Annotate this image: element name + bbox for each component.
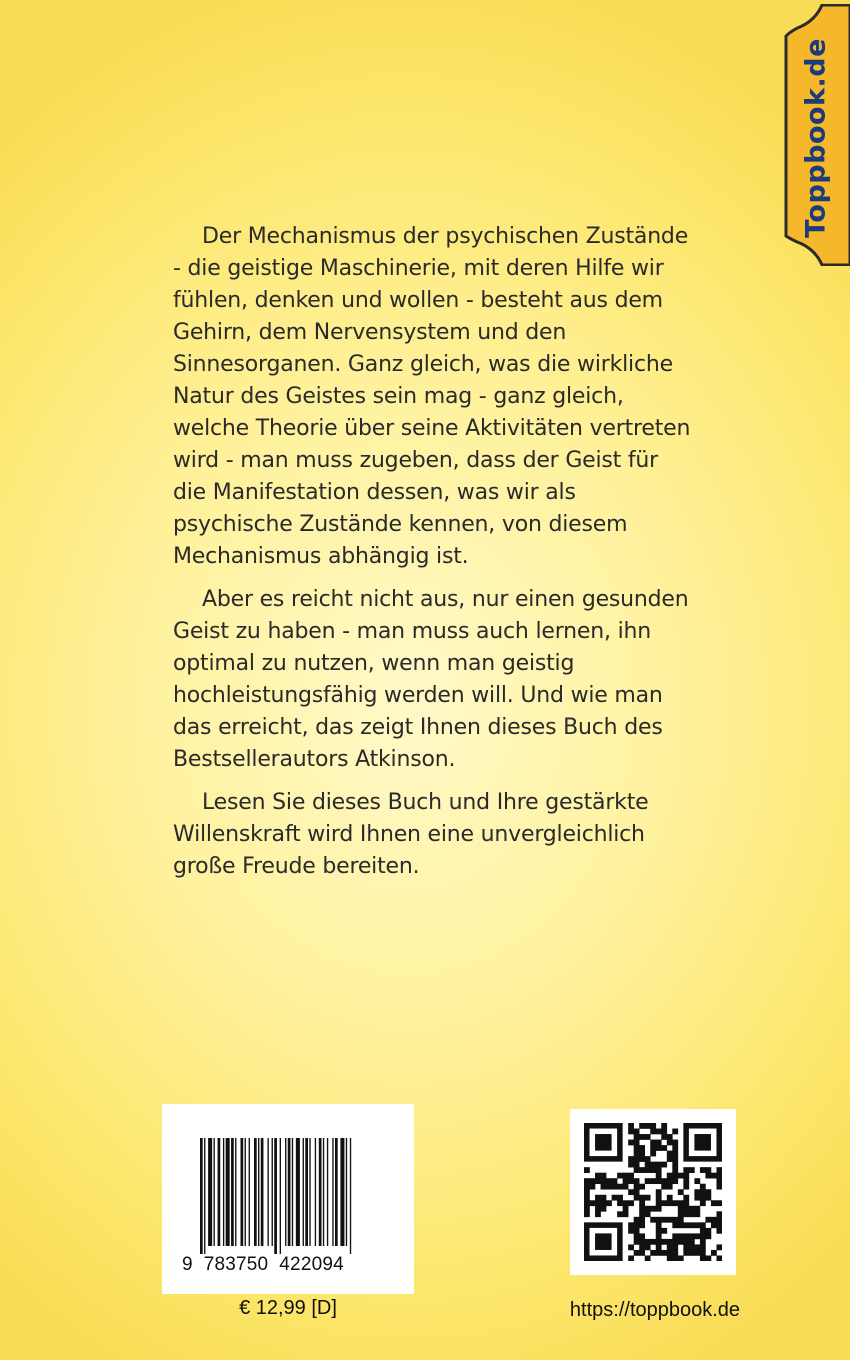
qr-code-box: [570, 1109, 736, 1275]
publisher-tab: [782, 4, 850, 266]
website-url[interactable]: https://toppbook.de: [569, 1299, 741, 1321]
isbn-barcode: [162, 1104, 414, 1294]
publisher-tab-label: Toppbook.de: [800, 38, 832, 238]
qr-code-icon: [584, 1123, 722, 1261]
isbn-digits: 9 783750 422094: [182, 1254, 344, 1275]
blurb-paragraph-2: Aber es reicht nicht aus, nur einen gesunden Geist zu haben - man muss auch lernen, ihn optimal zu nutzen, wenn man geistig hochleistungsfähig werden will. Und wie man das erreicht, das zeigt Ihnen dieses Buch des Bestsellerautors Atkinson.: [173, 587, 689, 772]
price-label: € 12,99 [D]: [239, 1297, 337, 1319]
blurb-paragraph-3: Lesen Sie dieses Buch und Ihre gestärkte Willenskraft wird Ihnen eine unvergleichlich große Freude bereiten.: [173, 790, 649, 879]
blurb-text: [173, 221, 693, 894]
blurb-paragraph-1: Der Mechanismus der psychischen Zustände - die geistige Maschinerie, mit deren Hilfe wir fühlen, denken und wollen - besteht aus dem Gehirn, dem Nervensystem und den Sinnesorganen. Ganz gleich, was die wirkliche Natur des Geistes sein mag - ganz gleich, welche Theorie über seine Aktivitäten vertreten wird - man muss zugeben, dass der Geist für die Manifestation dessen, was wir als psychische Zustände kennen, von diesem Mechanismus abhängig ist.: [173, 224, 691, 569]
